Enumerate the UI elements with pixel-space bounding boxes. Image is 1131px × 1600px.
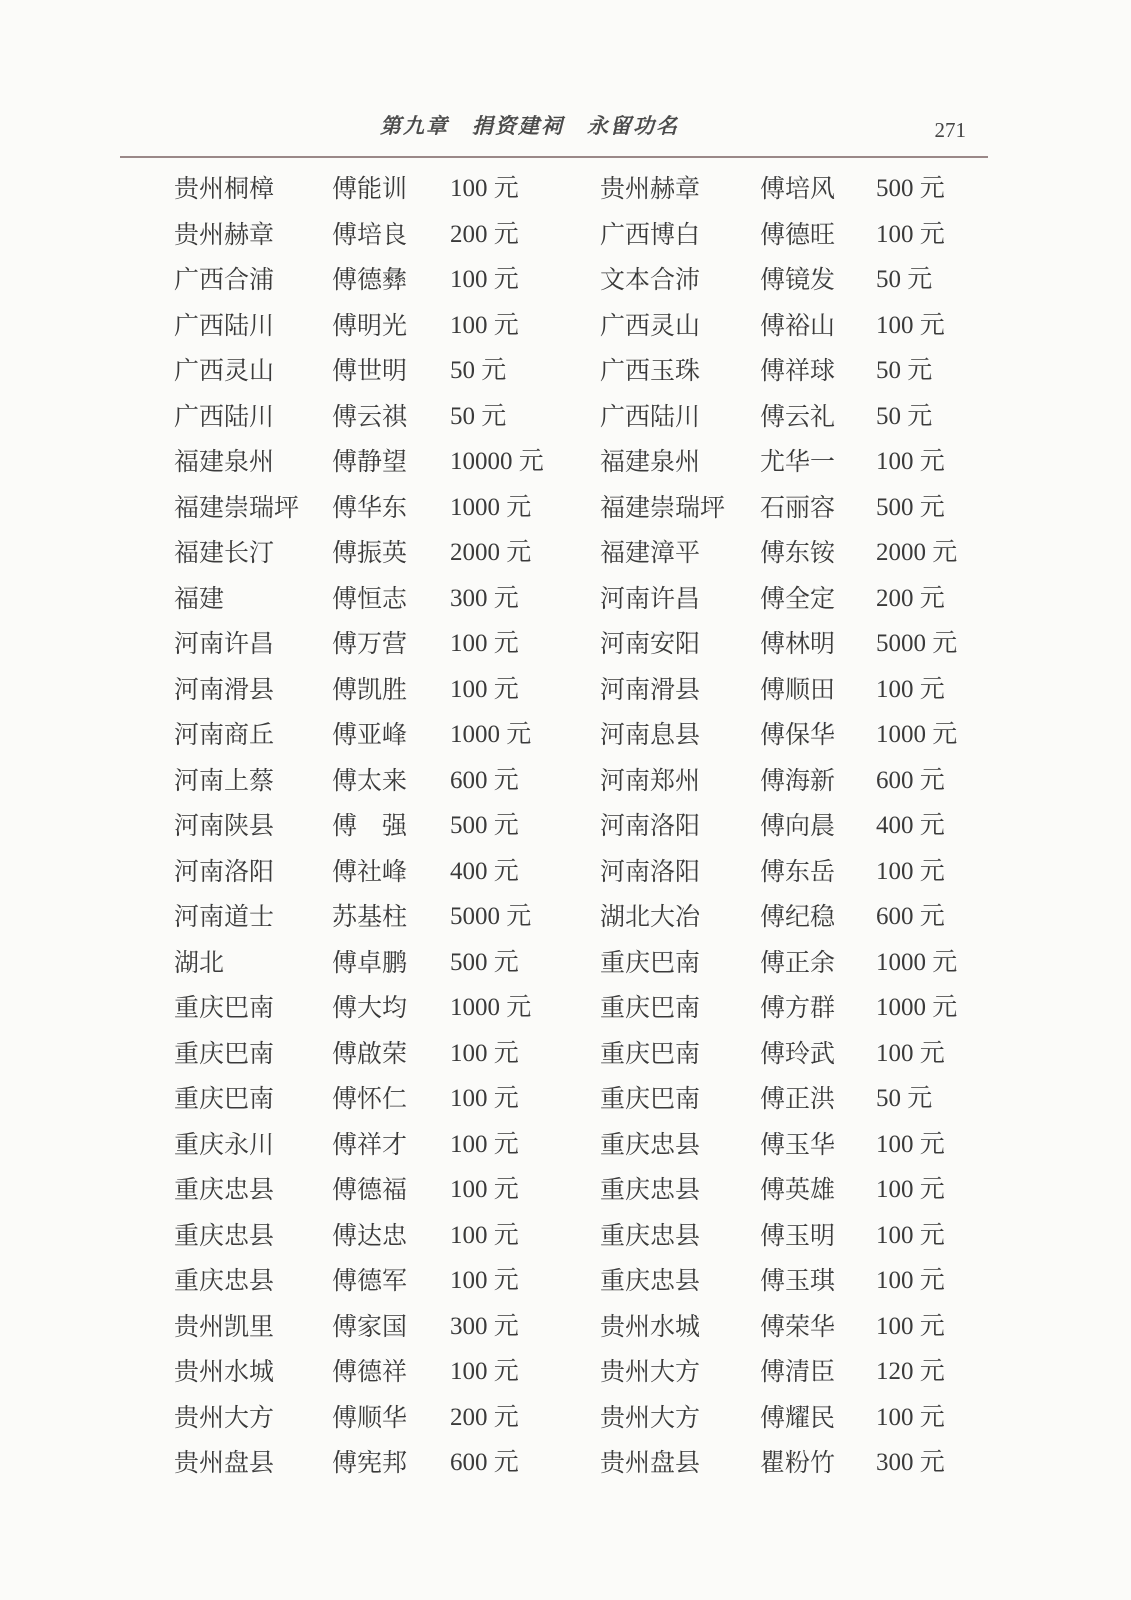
donation-amount: 100 元 <box>450 1130 519 1158</box>
donor-name: 傅向晨 <box>760 811 836 840</box>
donation-amount: 100 元 <box>876 675 945 703</box>
donation-amount: 100 元 <box>450 311 519 339</box>
donor-region: 河南商丘 <box>174 720 275 749</box>
header-rule <box>120 156 988 158</box>
donor-name: 傅裕山 <box>760 310 836 340</box>
donor-name: 傅宪邦 <box>332 1448 408 1477</box>
donation-amount: 100 元 <box>450 1267 519 1294</box>
donor-name: 傅纪稳 <box>760 902 836 931</box>
donor-name: 傅达忠 <box>332 1220 408 1250</box>
donor-name: 傅培良 <box>332 219 408 249</box>
donation-amount: 50 元 <box>876 402 933 430</box>
donor-region: 重庆忠县 <box>600 1220 701 1250</box>
donor-region: 重庆巴南 <box>174 1084 275 1113</box>
donation-amount: 500 元 <box>450 812 519 839</box>
donation-amount: 100 元 <box>450 675 519 703</box>
donor-name: 傅卓鹏 <box>332 947 408 977</box>
donation-amount: 5000 元 <box>876 630 958 657</box>
donor-name: 傅培风 <box>760 174 836 203</box>
donor-region: 福建崇瑞坪 <box>174 492 300 522</box>
donor-region: 贵州水城 <box>174 1357 275 1386</box>
donation-amount: 600 元 <box>450 1449 519 1476</box>
donor-name: 傅明光 <box>332 310 408 340</box>
donation-amount: 100 元 <box>450 1358 519 1385</box>
donor-region: 重庆忠县 <box>600 1129 701 1159</box>
donor-region: 贵州水城 <box>600 1311 701 1341</box>
donation-amount: 100 元 <box>876 448 945 475</box>
donor-name: 傅林明 <box>760 629 836 658</box>
donor-region: 贵州大方 <box>600 1357 701 1386</box>
donor-name: 傅太来 <box>332 765 408 795</box>
table-row <box>0 1258 1131 1304</box>
donor-region: 广西陆川 <box>174 401 275 431</box>
donation-amount: 100 元 <box>876 1312 945 1340</box>
donor-name: 傅祥才 <box>332 1129 408 1159</box>
donor-name: 傅耀民 <box>760 1402 836 1432</box>
donor-region: 贵州赫章 <box>600 174 701 203</box>
donation-amount: 100 元 <box>876 220 945 248</box>
donor-region: 贵州桐樟 <box>174 174 275 203</box>
donor-name: 傅德彝 <box>332 265 408 294</box>
donation-amount: 500 元 <box>876 175 945 202</box>
running-header <box>120 104 990 156</box>
donor-name: 傅大均 <box>332 993 408 1022</box>
table-row <box>0 1395 1131 1441</box>
donation-amount: 100 元 <box>876 1267 945 1294</box>
donor-region: 重庆忠县 <box>600 1266 701 1295</box>
table-row <box>0 166 1131 212</box>
donation-amount: 100 元 <box>876 1403 945 1431</box>
donor-list <box>0 166 1131 1486</box>
page-number: 271 <box>934 118 966 142</box>
donor-region: 贵州赫章 <box>174 219 275 249</box>
donation-amount: 100 元 <box>450 1221 519 1249</box>
donation-amount: 120 元 <box>876 1358 945 1385</box>
table-row <box>0 1349 1131 1395</box>
donor-region: 湖北大冶 <box>600 902 701 931</box>
donor-name: 傅玉琪 <box>760 1266 836 1295</box>
donor-region: 重庆忠县 <box>174 1220 275 1250</box>
donor-name: 傅社峰 <box>332 856 408 886</box>
table-row <box>0 621 1131 667</box>
donor-region: 重庆巴南 <box>600 1084 701 1113</box>
table-row <box>0 712 1131 758</box>
donor-name: 傅方群 <box>760 993 836 1022</box>
donation-amount: 10000 元 <box>450 448 544 475</box>
donor-name: 傅德旺 <box>760 219 836 249</box>
donor-name: 傅玉明 <box>760 1220 836 1250</box>
donation-amount: 100 元 <box>450 175 519 202</box>
donor-region: 河南许昌 <box>600 583 701 613</box>
donor-name: 傅东铵 <box>760 538 836 567</box>
donation-amount: 1000 元 <box>450 994 532 1021</box>
donor-name: 傅静望 <box>332 447 408 476</box>
donor-name: 傅振英 <box>332 538 408 567</box>
donor-name: 傅 强 <box>332 811 408 840</box>
donation-amount: 400 元 <box>876 812 945 839</box>
donor-name: 傅正洪 <box>760 1084 836 1113</box>
donor-region: 广西陆川 <box>174 310 275 340</box>
table-row <box>0 894 1131 940</box>
donor-region: 重庆巴南 <box>600 1038 701 1068</box>
donor-name: 苏基柱 <box>332 902 408 931</box>
table-row <box>0 1440 1131 1486</box>
donor-region: 福建崇瑞坪 <box>600 492 726 522</box>
donor-name: 傅全定 <box>760 583 836 613</box>
donor-region: 福建长汀 <box>174 538 275 567</box>
table-row <box>0 439 1131 485</box>
donation-amount: 100 元 <box>876 1039 945 1067</box>
donation-amount: 100 元 <box>450 1085 519 1112</box>
donation-amount: 500 元 <box>876 493 945 521</box>
donor-name: 傅清臣 <box>760 1357 836 1386</box>
donor-region: 广西玉珠 <box>600 356 701 385</box>
donor-name: 傅云祺 <box>332 401 408 431</box>
donation-amount: 200 元 <box>450 220 519 248</box>
table-row <box>0 485 1131 531</box>
donor-region: 重庆巴南 <box>600 993 701 1022</box>
donor-name: 傅能训 <box>332 174 408 203</box>
donor-region: 河南洛阳 <box>174 856 275 886</box>
donor-region: 重庆巴南 <box>174 993 275 1022</box>
donation-amount: 1000 元 <box>450 721 532 748</box>
donor-name: 傅德福 <box>332 1175 408 1204</box>
donation-amount: 100 元 <box>450 1176 519 1203</box>
donor-region: 广西博白 <box>600 219 701 249</box>
donor-name: 傅镜发 <box>760 265 836 294</box>
donation-amount: 50 元 <box>876 1085 933 1112</box>
donor-region: 重庆巴南 <box>600 947 701 977</box>
donor-region: 文本合沛 <box>600 265 701 294</box>
donor-region: 重庆忠县 <box>174 1266 275 1295</box>
table-row <box>0 1304 1131 1350</box>
chapter-title: 第九章 捐资建祠 永留功名 <box>380 114 679 138</box>
table-row <box>0 1122 1131 1168</box>
donor-region: 贵州大方 <box>600 1402 701 1432</box>
donor-region: 广西陆川 <box>600 401 701 431</box>
donor-name: 傅云礼 <box>760 401 836 431</box>
donor-region: 重庆忠县 <box>600 1175 701 1204</box>
donation-amount: 600 元 <box>876 903 945 930</box>
table-row <box>0 1031 1131 1077</box>
donation-amount: 300 元 <box>450 1312 519 1340</box>
donor-name: 傅亚峰 <box>332 720 408 749</box>
table-row <box>0 348 1131 394</box>
donor-region: 湖北 <box>174 947 225 977</box>
donor-name: 傅家国 <box>332 1311 408 1341</box>
donor-region: 河南滑县 <box>174 674 275 704</box>
table-row <box>0 576 1131 622</box>
donor-name: 傅顺田 <box>760 674 836 704</box>
donor-region: 河南息县 <box>600 720 701 749</box>
donor-name: 傅德军 <box>332 1266 408 1295</box>
donation-amount: 100 元 <box>876 857 945 885</box>
donor-name: 傅玉华 <box>760 1129 836 1159</box>
donor-name: 傅荣华 <box>760 1311 836 1341</box>
donor-name: 傅怀仁 <box>332 1084 408 1113</box>
donation-amount: 200 元 <box>450 1403 519 1431</box>
donor-name: 傅海新 <box>760 765 836 795</box>
donor-region: 河南道士 <box>174 902 275 931</box>
donor-region: 河南郑州 <box>600 765 701 795</box>
donor-name: 傅啟荣 <box>332 1038 408 1068</box>
donor-name: 傅东岳 <box>760 856 836 886</box>
donor-region: 福建漳平 <box>600 538 701 567</box>
donor-region: 河南许昌 <box>174 629 275 658</box>
donor-name: 傅世明 <box>332 356 408 385</box>
donation-amount: 200 元 <box>876 584 945 612</box>
table-row <box>0 394 1131 440</box>
table-row <box>0 1076 1131 1122</box>
donor-region: 贵州大方 <box>174 1402 275 1432</box>
donor-region: 河南安阳 <box>600 629 701 658</box>
donor-name: 尤华一 <box>760 447 836 476</box>
donor-region: 福建 <box>174 583 225 613</box>
donation-amount: 100 元 <box>876 1176 945 1203</box>
donation-amount: 5000 元 <box>450 903 532 930</box>
donor-name: 傅玲武 <box>760 1038 836 1068</box>
donation-amount: 1000 元 <box>876 994 958 1021</box>
table-row <box>0 849 1131 895</box>
donation-amount: 300 元 <box>876 1449 945 1476</box>
donation-amount: 2000 元 <box>450 539 532 566</box>
donor-region: 福建泉州 <box>600 447 701 476</box>
donor-region: 贵州凯里 <box>174 1311 275 1341</box>
table-row <box>0 758 1131 804</box>
table-row <box>0 530 1131 576</box>
donor-name: 傅凯胜 <box>332 674 408 704</box>
donor-name: 傅恒志 <box>332 583 408 613</box>
donation-amount: 50 元 <box>450 357 507 384</box>
donation-amount: 50 元 <box>876 266 933 293</box>
donor-region: 福建泉州 <box>174 447 275 476</box>
donor-region: 河南洛阳 <box>600 811 701 840</box>
donor-name: 傅顺华 <box>332 1402 408 1432</box>
donor-region: 广西灵山 <box>600 310 701 340</box>
donation-amount: 2000 元 <box>876 539 958 566</box>
donor-region: 广西灵山 <box>174 356 275 385</box>
table-row <box>0 1213 1131 1259</box>
table-row <box>0 803 1131 849</box>
donor-name: 石丽容 <box>760 492 836 522</box>
donation-amount: 1000 元 <box>876 721 958 748</box>
donor-region: 河南洛阳 <box>600 856 701 886</box>
donation-amount: 300 元 <box>450 584 519 612</box>
donation-amount: 50 元 <box>450 402 507 430</box>
table-row <box>0 212 1131 258</box>
table-row <box>0 1167 1131 1213</box>
donor-region: 河南陕县 <box>174 811 275 840</box>
table-row <box>0 940 1131 986</box>
donor-name: 傅保华 <box>760 720 836 749</box>
donation-amount: 600 元 <box>876 766 945 794</box>
donation-amount: 50 元 <box>876 357 933 384</box>
donor-name: 傅华东 <box>332 492 408 522</box>
donation-amount: 1000 元 <box>450 493 532 521</box>
donor-region: 重庆永川 <box>174 1129 275 1159</box>
donation-amount: 500 元 <box>450 948 519 976</box>
donor-region: 重庆巴南 <box>174 1038 275 1068</box>
donation-amount: 100 元 <box>876 1221 945 1249</box>
donor-region: 河南滑县 <box>600 674 701 704</box>
donor-name: 傅万营 <box>332 629 408 658</box>
table-row <box>0 257 1131 303</box>
donor-name: 傅德祥 <box>332 1357 408 1386</box>
donation-amount: 100 元 <box>450 266 519 293</box>
table-row <box>0 667 1131 713</box>
donation-amount: 600 元 <box>450 766 519 794</box>
donor-name: 傅正余 <box>760 947 836 977</box>
donation-amount: 100 元 <box>450 1039 519 1067</box>
donation-amount: 100 元 <box>876 311 945 339</box>
donation-amount: 1000 元 <box>876 948 958 976</box>
donor-name: 傅祥球 <box>760 356 836 385</box>
donation-amount: 100 元 <box>450 630 519 657</box>
table-row <box>0 985 1131 1031</box>
donor-region: 贵州盘县 <box>174 1448 275 1477</box>
donor-region: 贵州盘县 <box>600 1448 701 1477</box>
donation-amount: 400 元 <box>450 857 519 885</box>
donor-region: 重庆忠县 <box>174 1175 275 1204</box>
donor-region: 广西合浦 <box>174 265 275 294</box>
donation-amount: 100 元 <box>876 1130 945 1158</box>
donor-name: 瞿粉竹 <box>760 1448 836 1477</box>
donor-name: 傅英雄 <box>760 1175 836 1204</box>
donor-region: 河南上蔡 <box>174 765 275 795</box>
table-row <box>0 303 1131 349</box>
